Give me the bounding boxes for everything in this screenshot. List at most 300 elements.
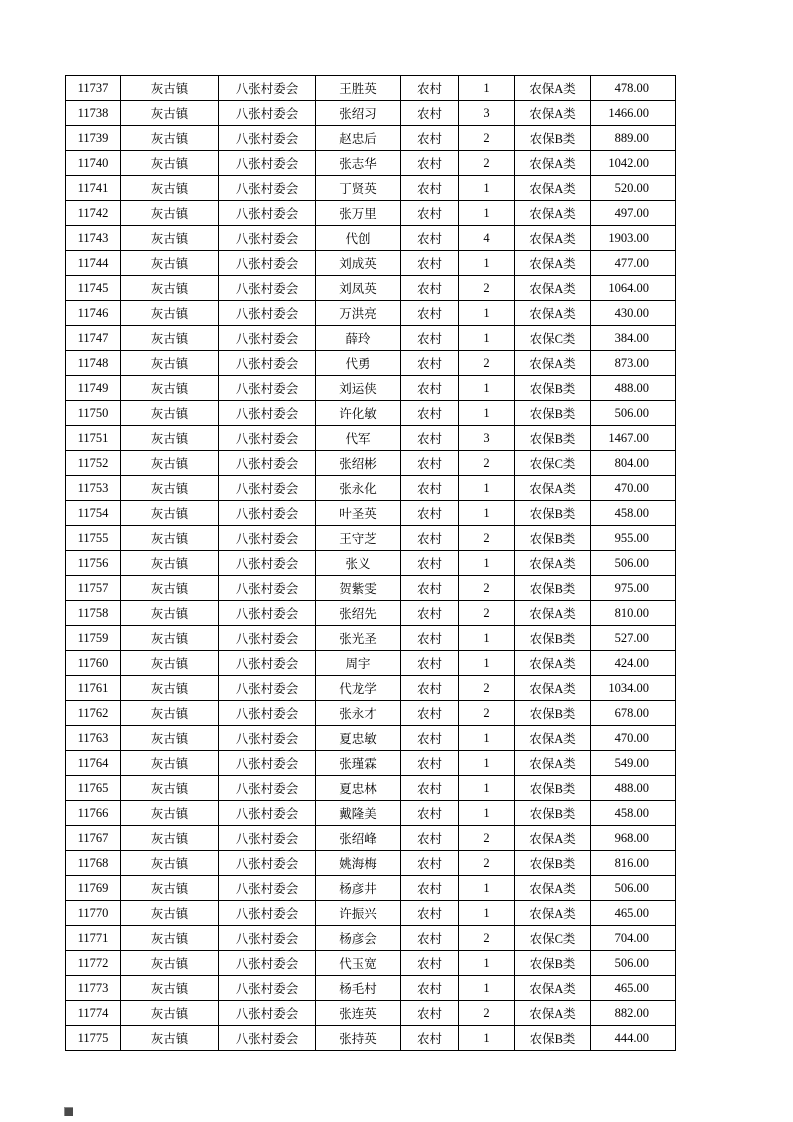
cell-amount: 520.00 bbox=[591, 176, 676, 201]
cell-village: 八张村委会 bbox=[219, 126, 316, 151]
cell-category: 农保B类 bbox=[515, 801, 591, 826]
table-row bbox=[66, 926, 676, 951]
cell-id: 11763 bbox=[66, 726, 121, 751]
table-row bbox=[66, 776, 676, 801]
cell-id: 11741 bbox=[66, 176, 121, 201]
cell-town: 灰古镇 bbox=[121, 151, 219, 176]
cell-name: 张瑾霖 bbox=[316, 751, 401, 776]
table-row bbox=[66, 751, 676, 776]
cell-village: 八张村委会 bbox=[219, 551, 316, 576]
cell-town: 灰古镇 bbox=[121, 476, 219, 501]
cell-category: 农保A类 bbox=[515, 551, 591, 576]
cell-village: 八张村委会 bbox=[219, 426, 316, 451]
cell-village: 八张村委会 bbox=[219, 101, 316, 126]
cell-village: 八张村委会 bbox=[219, 776, 316, 801]
cell-count: 2 bbox=[459, 826, 515, 851]
cell-name: 张志华 bbox=[316, 151, 401, 176]
cell-town: 灰古镇 bbox=[121, 1001, 219, 1026]
cell-id: 11762 bbox=[66, 701, 121, 726]
table-row bbox=[66, 501, 676, 526]
cell-category: 农保A类 bbox=[515, 876, 591, 901]
cell-name: 许振兴 bbox=[316, 901, 401, 926]
table-row bbox=[66, 151, 676, 176]
cell-amount: 444.00 bbox=[591, 1026, 676, 1051]
cell-town: 灰古镇 bbox=[121, 201, 219, 226]
cell-town: 灰古镇 bbox=[121, 701, 219, 726]
cell-count: 1 bbox=[459, 551, 515, 576]
cell-town: 灰古镇 bbox=[121, 1026, 219, 1051]
cell-type: 农村 bbox=[401, 301, 459, 326]
cell-amount: 873.00 bbox=[591, 351, 676, 376]
cell-name: 刘运侠 bbox=[316, 376, 401, 401]
cell-count: 1 bbox=[459, 801, 515, 826]
cell-village: 八张村委会 bbox=[219, 876, 316, 901]
cell-town: 灰古镇 bbox=[121, 351, 219, 376]
cell-type: 农村 bbox=[401, 651, 459, 676]
cell-amount: 810.00 bbox=[591, 601, 676, 626]
cell-count: 1 bbox=[459, 401, 515, 426]
cell-name: 张义 bbox=[316, 551, 401, 576]
table-row bbox=[66, 876, 676, 901]
cell-count: 1 bbox=[459, 776, 515, 801]
cell-village: 八张村委会 bbox=[219, 351, 316, 376]
cell-type: 农村 bbox=[401, 626, 459, 651]
cell-category: 农保B类 bbox=[515, 376, 591, 401]
cell-count: 1 bbox=[459, 251, 515, 276]
cell-village: 八张村委会 bbox=[219, 651, 316, 676]
cell-amount: 1042.00 bbox=[591, 151, 676, 176]
cell-count: 2 bbox=[459, 701, 515, 726]
cell-id: 11737 bbox=[66, 76, 121, 101]
cell-village: 八张村委会 bbox=[219, 976, 316, 1001]
cell-category: 农保B类 bbox=[515, 701, 591, 726]
cell-town: 灰古镇 bbox=[121, 676, 219, 701]
cell-category: 农保A类 bbox=[515, 476, 591, 501]
cell-name: 张持英 bbox=[316, 1026, 401, 1051]
cell-village: 八张村委会 bbox=[219, 251, 316, 276]
cell-category: 农保A类 bbox=[515, 976, 591, 1001]
cell-village: 八张村委会 bbox=[219, 376, 316, 401]
cell-category: 农保A类 bbox=[515, 176, 591, 201]
cell-name: 张永才 bbox=[316, 701, 401, 726]
cell-village: 八张村委会 bbox=[219, 726, 316, 751]
cell-category: 农保A类 bbox=[515, 251, 591, 276]
cell-type: 农村 bbox=[401, 751, 459, 776]
cell-category: 农保A类 bbox=[515, 1001, 591, 1026]
table-row bbox=[66, 176, 676, 201]
cell-name: 代勇 bbox=[316, 351, 401, 376]
cell-category: 农保B类 bbox=[515, 851, 591, 876]
cell-id: 11757 bbox=[66, 576, 121, 601]
cell-name: 王守芝 bbox=[316, 526, 401, 551]
cell-amount: 470.00 bbox=[591, 476, 676, 501]
cell-category: 农保A类 bbox=[515, 726, 591, 751]
cell-type: 农村 bbox=[401, 951, 459, 976]
cell-id: 11759 bbox=[66, 626, 121, 651]
table-row bbox=[66, 426, 676, 451]
cell-id: 11760 bbox=[66, 651, 121, 676]
cell-type: 农村 bbox=[401, 101, 459, 126]
cell-id: 11740 bbox=[66, 151, 121, 176]
table-row bbox=[66, 901, 676, 926]
cell-type: 农村 bbox=[401, 601, 459, 626]
cell-category: 农保A类 bbox=[515, 901, 591, 926]
cell-count: 2 bbox=[459, 1001, 515, 1026]
cell-type: 农村 bbox=[401, 326, 459, 351]
cell-name: 张绍峰 bbox=[316, 826, 401, 851]
table-row bbox=[66, 301, 676, 326]
table-row bbox=[66, 801, 676, 826]
cell-count: 2 bbox=[459, 676, 515, 701]
cell-id: 11755 bbox=[66, 526, 121, 551]
cell-category: 农保C类 bbox=[515, 451, 591, 476]
cell-town: 灰古镇 bbox=[121, 501, 219, 526]
cell-village: 八张村委会 bbox=[219, 951, 316, 976]
cell-village: 八张村委会 bbox=[219, 601, 316, 626]
cell-name: 夏忠林 bbox=[316, 776, 401, 801]
cell-amount: 1467.00 bbox=[591, 426, 676, 451]
cell-category: 农保A类 bbox=[515, 226, 591, 251]
cell-count: 1 bbox=[459, 1026, 515, 1051]
cell-name: 杨彦会 bbox=[316, 926, 401, 951]
cell-amount: 384.00 bbox=[591, 326, 676, 351]
cell-name: 代创 bbox=[316, 226, 401, 251]
table-row bbox=[66, 851, 676, 876]
table-row bbox=[66, 951, 676, 976]
cell-name: 杨毛村 bbox=[316, 976, 401, 1001]
cell-count: 2 bbox=[459, 151, 515, 176]
cell-id: 11774 bbox=[66, 1001, 121, 1026]
cell-count: 1 bbox=[459, 751, 515, 776]
cell-village: 八张村委会 bbox=[219, 326, 316, 351]
cell-name: 张光圣 bbox=[316, 626, 401, 651]
cell-name: 夏忠敏 bbox=[316, 726, 401, 751]
cell-type: 农村 bbox=[401, 1026, 459, 1051]
cell-id: 11766 bbox=[66, 801, 121, 826]
cell-village: 八张村委会 bbox=[219, 226, 316, 251]
cell-type: 农村 bbox=[401, 1001, 459, 1026]
cell-count: 4 bbox=[459, 226, 515, 251]
cell-type: 农村 bbox=[401, 676, 459, 701]
table-row bbox=[66, 1001, 676, 1026]
cell-town: 灰古镇 bbox=[121, 401, 219, 426]
cell-id: 11748 bbox=[66, 351, 121, 376]
cell-village: 八张村委会 bbox=[219, 576, 316, 601]
cell-name: 薛玲 bbox=[316, 326, 401, 351]
table-row bbox=[66, 701, 676, 726]
cell-amount: 816.00 bbox=[591, 851, 676, 876]
cell-type: 农村 bbox=[401, 176, 459, 201]
cell-amount: 477.00 bbox=[591, 251, 676, 276]
cell-village: 八张村委会 bbox=[219, 826, 316, 851]
cell-town: 灰古镇 bbox=[121, 851, 219, 876]
cell-name: 张连英 bbox=[316, 1001, 401, 1026]
cell-type: 农村 bbox=[401, 901, 459, 926]
cell-village: 八张村委会 bbox=[219, 926, 316, 951]
cell-type: 农村 bbox=[401, 151, 459, 176]
cell-name: 姚海梅 bbox=[316, 851, 401, 876]
cell-town: 灰古镇 bbox=[121, 301, 219, 326]
cell-count: 1 bbox=[459, 976, 515, 1001]
cell-town: 灰古镇 bbox=[121, 176, 219, 201]
cell-category: 农保B类 bbox=[515, 626, 591, 651]
cell-village: 八张村委会 bbox=[219, 751, 316, 776]
cell-id: 11742 bbox=[66, 201, 121, 226]
cell-town: 灰古镇 bbox=[121, 576, 219, 601]
cell-name: 王胜英 bbox=[316, 76, 401, 101]
cell-count: 1 bbox=[459, 501, 515, 526]
cell-type: 农村 bbox=[401, 801, 459, 826]
cell-type: 农村 bbox=[401, 376, 459, 401]
cell-type: 农村 bbox=[401, 276, 459, 301]
cell-village: 八张村委会 bbox=[219, 201, 316, 226]
cell-count: 3 bbox=[459, 426, 515, 451]
cell-town: 灰古镇 bbox=[121, 826, 219, 851]
cell-count: 1 bbox=[459, 626, 515, 651]
cell-count: 2 bbox=[459, 351, 515, 376]
cell-id: 11743 bbox=[66, 226, 121, 251]
cell-id: 11772 bbox=[66, 951, 121, 976]
cell-type: 农村 bbox=[401, 476, 459, 501]
table-row bbox=[66, 1026, 676, 1051]
cell-count: 2 bbox=[459, 451, 515, 476]
cell-category: 农保A类 bbox=[515, 276, 591, 301]
cell-id: 11758 bbox=[66, 601, 121, 626]
cell-count: 2 bbox=[459, 276, 515, 301]
cell-id: 11754 bbox=[66, 501, 121, 526]
cell-id: 11773 bbox=[66, 976, 121, 1001]
cell-name: 万洪亮 bbox=[316, 301, 401, 326]
table-row bbox=[66, 476, 676, 501]
cell-id: 11752 bbox=[66, 451, 121, 476]
cell-town: 灰古镇 bbox=[121, 376, 219, 401]
cell-category: 农保B类 bbox=[515, 776, 591, 801]
cell-village: 八张村委会 bbox=[219, 901, 316, 926]
cell-category: 农保C类 bbox=[515, 326, 591, 351]
table-row bbox=[66, 726, 676, 751]
cell-id: 11764 bbox=[66, 751, 121, 776]
cell-amount: 955.00 bbox=[591, 526, 676, 551]
cell-type: 农村 bbox=[401, 701, 459, 726]
cell-name: 张绍习 bbox=[316, 101, 401, 126]
cell-town: 灰古镇 bbox=[121, 251, 219, 276]
cell-amount: 975.00 bbox=[591, 576, 676, 601]
cell-type: 农村 bbox=[401, 451, 459, 476]
cell-town: 灰古镇 bbox=[121, 526, 219, 551]
table-row bbox=[66, 376, 676, 401]
cell-count: 1 bbox=[459, 951, 515, 976]
cell-name: 周宇 bbox=[316, 651, 401, 676]
cell-count: 1 bbox=[459, 901, 515, 926]
cell-name: 戴隆美 bbox=[316, 801, 401, 826]
cell-count: 1 bbox=[459, 726, 515, 751]
cell-village: 八张村委会 bbox=[219, 301, 316, 326]
cell-amount: 1903.00 bbox=[591, 226, 676, 251]
cell-category: 农保A类 bbox=[515, 151, 591, 176]
cell-village: 八张村委会 bbox=[219, 476, 316, 501]
cell-id: 11768 bbox=[66, 851, 121, 876]
cell-amount: 889.00 bbox=[591, 126, 676, 151]
cell-id: 11746 bbox=[66, 301, 121, 326]
cell-id: 11738 bbox=[66, 101, 121, 126]
cell-type: 农村 bbox=[401, 201, 459, 226]
cell-village: 八张村委会 bbox=[219, 401, 316, 426]
cell-name: 杨彦井 bbox=[316, 876, 401, 901]
cell-town: 灰古镇 bbox=[121, 326, 219, 351]
cell-type: 农村 bbox=[401, 726, 459, 751]
cell-count: 1 bbox=[459, 301, 515, 326]
table-row bbox=[66, 126, 676, 151]
cell-village: 八张村委会 bbox=[219, 626, 316, 651]
cell-count: 1 bbox=[459, 76, 515, 101]
cell-count: 1 bbox=[459, 326, 515, 351]
cell-id: 11767 bbox=[66, 826, 121, 851]
table-row bbox=[66, 326, 676, 351]
cell-type: 农村 bbox=[401, 251, 459, 276]
cell-village: 八张村委会 bbox=[219, 851, 316, 876]
cell-id: 11751 bbox=[66, 426, 121, 451]
cell-amount: 465.00 bbox=[591, 901, 676, 926]
cell-town: 灰古镇 bbox=[121, 451, 219, 476]
cell-amount: 458.00 bbox=[591, 501, 676, 526]
cell-town: 灰古镇 bbox=[121, 651, 219, 676]
cell-category: 农保A类 bbox=[515, 826, 591, 851]
cell-type: 农村 bbox=[401, 126, 459, 151]
cell-village: 八张村委会 bbox=[219, 76, 316, 101]
cell-amount: 678.00 bbox=[591, 701, 676, 726]
cell-town: 灰古镇 bbox=[121, 751, 219, 776]
cell-amount: 506.00 bbox=[591, 876, 676, 901]
page-corner-artifact bbox=[64, 1107, 73, 1116]
cell-name: 代军 bbox=[316, 426, 401, 451]
cell-type: 农村 bbox=[401, 501, 459, 526]
cell-name: 贺紫雯 bbox=[316, 576, 401, 601]
cell-category: 农保B类 bbox=[515, 951, 591, 976]
cell-count: 1 bbox=[459, 176, 515, 201]
table-row bbox=[66, 251, 676, 276]
cell-village: 八张村委会 bbox=[219, 526, 316, 551]
cell-count: 2 bbox=[459, 926, 515, 951]
table-row bbox=[66, 601, 676, 626]
cell-id: 11739 bbox=[66, 126, 121, 151]
cell-type: 农村 bbox=[401, 876, 459, 901]
cell-amount: 458.00 bbox=[591, 801, 676, 826]
cell-name: 刘凤英 bbox=[316, 276, 401, 301]
cell-count: 1 bbox=[459, 651, 515, 676]
cell-category: 农保A类 bbox=[515, 301, 591, 326]
cell-amount: 488.00 bbox=[591, 776, 676, 801]
cell-amount: 549.00 bbox=[591, 751, 676, 776]
cell-id: 11771 bbox=[66, 926, 121, 951]
cell-amount: 470.00 bbox=[591, 726, 676, 751]
table-row bbox=[66, 826, 676, 851]
cell-id: 11756 bbox=[66, 551, 121, 576]
cell-id: 11750 bbox=[66, 401, 121, 426]
cell-name: 丁贤英 bbox=[316, 176, 401, 201]
cell-type: 农村 bbox=[401, 826, 459, 851]
cell-village: 八张村委会 bbox=[219, 176, 316, 201]
cell-count: 3 bbox=[459, 101, 515, 126]
cell-type: 农村 bbox=[401, 976, 459, 1001]
cell-type: 农村 bbox=[401, 851, 459, 876]
cell-count: 1 bbox=[459, 201, 515, 226]
cell-town: 灰古镇 bbox=[121, 626, 219, 651]
cell-type: 农村 bbox=[401, 351, 459, 376]
cell-amount: 478.00 bbox=[591, 76, 676, 101]
cell-category: 农保B类 bbox=[515, 426, 591, 451]
cell-name: 赵忠后 bbox=[316, 126, 401, 151]
table-row bbox=[66, 976, 676, 1001]
table-row bbox=[66, 201, 676, 226]
cell-category: 农保A类 bbox=[515, 76, 591, 101]
cell-id: 11745 bbox=[66, 276, 121, 301]
cell-amount: 968.00 bbox=[591, 826, 676, 851]
cell-name: 张永化 bbox=[316, 476, 401, 501]
cell-village: 八张村委会 bbox=[219, 1001, 316, 1026]
table-row bbox=[66, 226, 676, 251]
cell-village: 八张村委会 bbox=[219, 151, 316, 176]
cell-type: 农村 bbox=[401, 926, 459, 951]
cell-name: 张万里 bbox=[316, 201, 401, 226]
cell-count: 1 bbox=[459, 476, 515, 501]
cell-village: 八张村委会 bbox=[219, 501, 316, 526]
table-body bbox=[66, 76, 676, 1051]
table-row bbox=[66, 351, 676, 376]
table-row bbox=[66, 651, 676, 676]
cell-amount: 1064.00 bbox=[591, 276, 676, 301]
cell-category: 农保A类 bbox=[515, 201, 591, 226]
cell-type: 农村 bbox=[401, 776, 459, 801]
cell-category: 农保B类 bbox=[515, 1026, 591, 1051]
cell-amount: 424.00 bbox=[591, 651, 676, 676]
cell-count: 2 bbox=[459, 576, 515, 601]
table-row bbox=[66, 676, 676, 701]
cell-town: 灰古镇 bbox=[121, 601, 219, 626]
cell-count: 2 bbox=[459, 526, 515, 551]
cell-amount: 704.00 bbox=[591, 926, 676, 951]
cell-category: 农保A类 bbox=[515, 351, 591, 376]
cell-id: 11761 bbox=[66, 676, 121, 701]
table-row bbox=[66, 451, 676, 476]
cell-category: 农保A类 bbox=[515, 101, 591, 126]
table-row bbox=[66, 626, 676, 651]
cell-amount: 488.00 bbox=[591, 376, 676, 401]
cell-amount: 882.00 bbox=[591, 1001, 676, 1026]
cell-town: 灰古镇 bbox=[121, 226, 219, 251]
cell-category: 农保A类 bbox=[515, 651, 591, 676]
cell-town: 灰古镇 bbox=[121, 726, 219, 751]
cell-town: 灰古镇 bbox=[121, 951, 219, 976]
cell-village: 八张村委会 bbox=[219, 1026, 316, 1051]
cell-village: 八张村委会 bbox=[219, 676, 316, 701]
cell-amount: 506.00 bbox=[591, 951, 676, 976]
cell-type: 农村 bbox=[401, 401, 459, 426]
cell-town: 灰古镇 bbox=[121, 926, 219, 951]
cell-name: 刘成英 bbox=[316, 251, 401, 276]
table-row bbox=[66, 276, 676, 301]
cell-town: 灰古镇 bbox=[121, 276, 219, 301]
cell-town: 灰古镇 bbox=[121, 126, 219, 151]
cell-amount: 506.00 bbox=[591, 401, 676, 426]
cell-amount: 430.00 bbox=[591, 301, 676, 326]
cell-town: 灰古镇 bbox=[121, 801, 219, 826]
cell-count: 1 bbox=[459, 876, 515, 901]
cell-count: 1 bbox=[459, 376, 515, 401]
cell-amount: 1466.00 bbox=[591, 101, 676, 126]
table-row bbox=[66, 101, 676, 126]
cell-category: 农保B类 bbox=[515, 501, 591, 526]
cell-id: 11747 bbox=[66, 326, 121, 351]
